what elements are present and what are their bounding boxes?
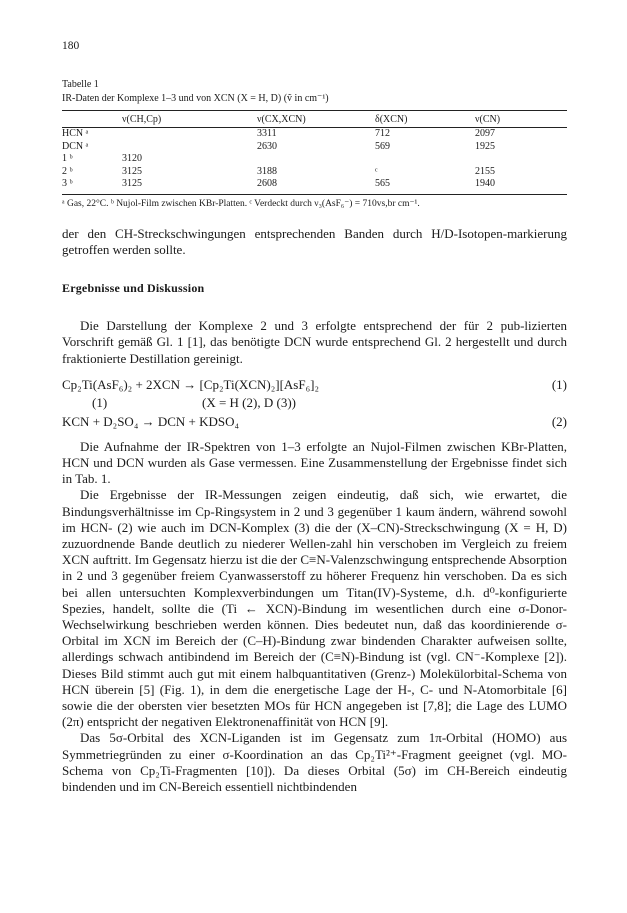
table-cell (122, 128, 257, 141)
table-cell: 2 ᵇ (62, 165, 73, 177)
paragraph-continuation: der den CH-Streckschwingungen entsprechenden Banden durch H/D-Isotopen-markierung getroffen werden sollte. (62, 225, 567, 257)
ir-data-table (62, 110, 567, 195)
table-header-cell: ν(CN) (475, 111, 567, 128)
paper-page (62, 40, 567, 795)
table-row (62, 141, 567, 154)
table-header-cell: ν(CX,XCN) (257, 111, 375, 128)
table-header-cell: δ(XCN) (375, 111, 475, 128)
body-text (62, 226, 567, 796)
equation-number: (2) (551, 413, 567, 429)
table-cell: 2608 (257, 178, 375, 194)
table-cell: DCN ᵃ (62, 140, 89, 152)
equation-2 (62, 412, 567, 431)
table-cell (475, 153, 567, 166)
table-cell: 1925 (475, 140, 495, 152)
equation-annotation-right: (X = H (2), D (3)) (202, 394, 296, 410)
table-cell: 569 (375, 140, 390, 152)
equation-annotation-left: (1) (92, 394, 108, 410)
table-cell (122, 141, 257, 154)
table-cell: 3125 (122, 165, 142, 177)
paragraph: Die Aufnahme der IR-Spektren von 1–3 erfolgte an Nujol-Filmen zwischen KBr-Platten, HCN und DCN wurden als Gase vermessen. Eine Zusammenstellung der Ergebnisse findet sich in Tab. 1. (62, 438, 567, 487)
paragraph: Die Ergebnisse der IR-Messungen zeigen eindeutig, daß sich, wie erwartet, die Bindungsverhältnisse im Cp-Ringsystem in 2 und 3 gegenüber 1 kaum ändern, während sowohl im HCN- (2) wie auch im DCN-Komplex (3) die der (X–CN)-Streckschwingung (X = H, D) zuzuordnende Bande deutlich zu niederer Wellen-zahl hin verschoben im Vergleich zu freiem XCN auftritt. Im Gegensatz hierzu ist die der C≡N-Valenzschwingung entsprechende Absorption in 2 und 3 gegenüber freiem Cyanwasserstoff zu höherer Frequenz hin verschoben. Da es sich bei allen untersuchten Komplexverbindungen um Titan(IV)-Systeme, d.h. d⁰-konfigurierte Spezies, handelt, sollte die (Ti ← XCN)-Bindung im wesentlichen durch eine σ-Donor-Wechselwirkung beschrieben werden können. Dies bedeutet nun, daß das koordinierende σ-Orbital im XCN im Bereich der (C–H)-Bindung zwar bindenden Charakter aufweisen sollte, allerdings schwach antibindend im Bereich der (C≡N)-Bindung ist (vgl. CN⁻-Komplexe [2]). Dieses Bild stimmt auch gut mit einem halbquantitativen (Grenz-) Molekülorbital-Schema von HCN überein [5] (Fig. 1), in dem die energetische Lage der H-, C- und N-Atomorbitale [6] sowie die der obersten vier besetzten MOs für HCN angegeben ist [7,8]; die Lage des LUMO (2π) entspricht der negativen Elektronenaffinität von HCN [9]. (62, 487, 567, 730)
table-header-row (62, 111, 567, 128)
table-cell: ᶜ (375, 165, 378, 177)
table-cell: HCN ᵃ (62, 128, 89, 139)
equation-1-annotation (62, 394, 567, 412)
table-cell: 2155 (475, 165, 495, 177)
table-footnote: ᵃ Gas, 22°C. ᵇ Nujol-Film zwischen KBr-Platten. ᶜ Verdeckt durch ν₃(AsF₆⁻) = 710vs,br cm⁻¹. (62, 198, 420, 209)
table-cell: 712 (375, 128, 390, 139)
table-cell: 3311 (257, 128, 277, 139)
table-title: IR-Daten der Komplexe 1–3 und von XCN (X = H, D) (ṽ in cm⁻¹) (62, 93, 329, 104)
table-cell: 3125 (122, 178, 257, 194)
table-cell: 1 ᵇ (62, 153, 73, 164)
table-cell (257, 153, 375, 166)
equation-text: Cp₂Ti(AsF₆)₂ + 2XCN → [Cp₂Ti(XCN)₂][AsF₆]₂ (62, 376, 319, 392)
table-row (62, 178, 567, 194)
table-cell: 3120 (122, 153, 142, 164)
paragraph: Die Darstellung der Komplexe 2 und 3 erfolgte entsprechend der für 2 pub-lizierten Vorschrift gemäß Gl. 1 [1], das benötigte DCN wurde entsprechend Gl. 2 hergestellt und durch fraktionierte Destillation gereinigt. (62, 318, 567, 366)
table-cell: 3 ᵇ (62, 178, 122, 194)
paragraph: Das 5σ-Orbital des XCN-Liganden ist im Gegensatz zum 1π-Orbital (HOMO) aus Symmetriegründen zu einer σ-Koordination an das Cp₂Ti²⁺-Fragment geeignet (vgl. MO-Schema von Cp₂Ti-Fragmenten [10]). Da dieses Orbital (5σ) im CH-Bereich eindeutig bindenden und im CN-Bereich essentiell nichtbindenden (62, 730, 567, 794)
table-header-cell: ν(CH,Cp) (122, 111, 257, 128)
table-cell: 2630 (257, 140, 277, 152)
table-row (62, 153, 567, 166)
equation-number: (1) (551, 376, 567, 392)
table-cell: 565 (375, 178, 475, 194)
table-caption (62, 78, 567, 106)
table-cell: 3188 (257, 165, 277, 177)
equation-1 (62, 375, 567, 394)
table-label: Tabelle 1 (62, 79, 99, 90)
table-cell: 1940 (475, 178, 567, 194)
table-cell (375, 153, 475, 166)
table-row (62, 166, 567, 179)
table-row (62, 128, 567, 141)
table-header-cell (62, 111, 122, 128)
page-number: 180 (62, 40, 80, 52)
table-cell: 2097 (475, 128, 495, 139)
section-heading: Ergebnisse und Diskussion (62, 280, 205, 295)
equation-text: KCN + D₂SO₄ → DCN + KDSO₄ (62, 413, 240, 429)
